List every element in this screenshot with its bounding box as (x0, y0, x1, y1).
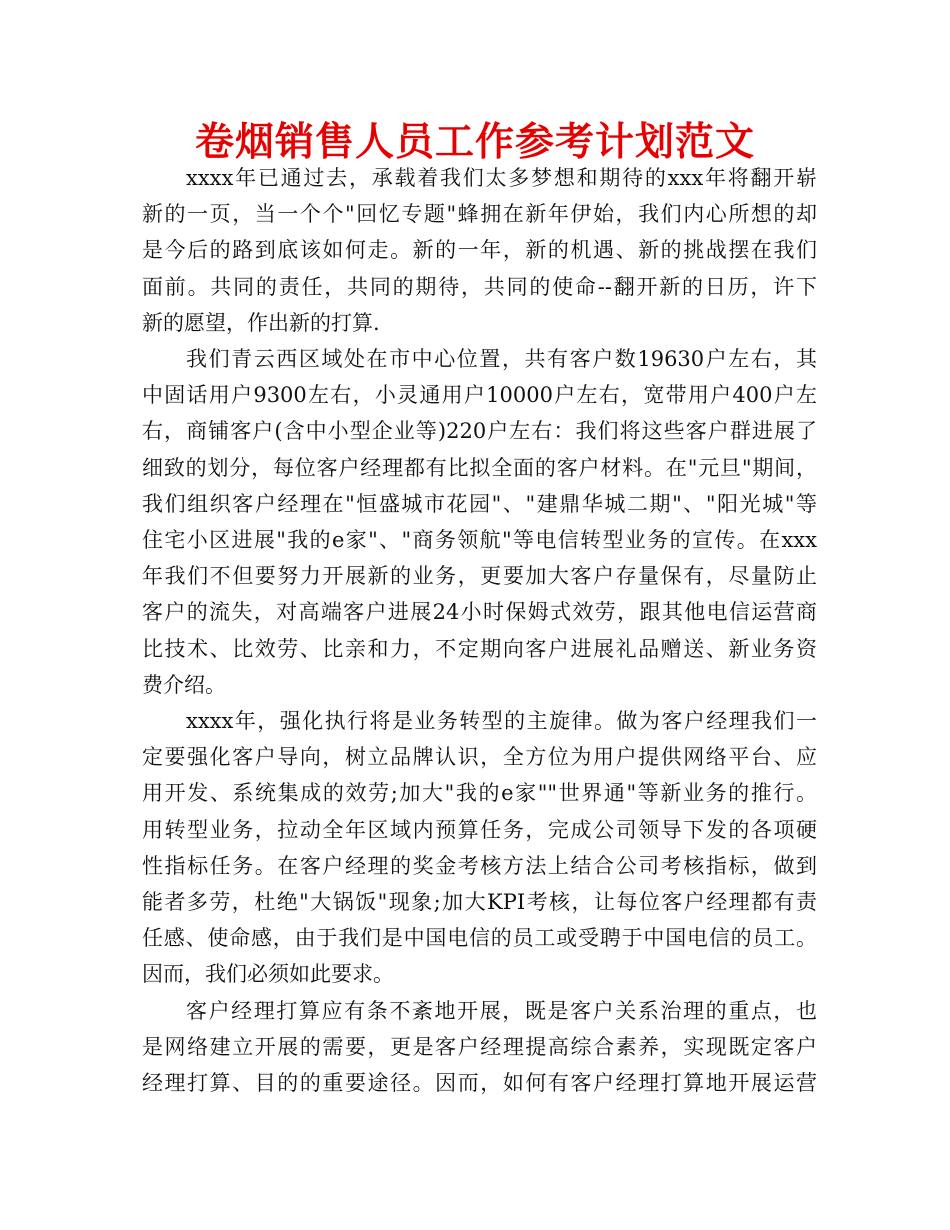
body-line: 客户的流失，对高端客户进展24小时保姆式效劳，跟其他电信运营商 (142, 600, 817, 625)
body-line: 因而，我们必须如此要求。 (142, 962, 394, 987)
body-line: 新的愿望，作出新的打算. (142, 310, 380, 335)
body-line: 住宅小区进展"我的e家"、"商务领航"等电信转型业务的宣传。在xxx (142, 528, 817, 553)
body-line: 我们青云西区域处在市中心位置，共有客户数19630户左右，其 (186, 347, 817, 372)
body-line: 面前。共同的责任，共同的期待，共同的使命--翻开新的日历，许下 (142, 274, 817, 299)
document-body (142, 160, 817, 1101)
body-line: 任感、使命感，由于我们是中国电信的员工或受聘于中国电信的员工。 (142, 926, 817, 951)
body-line: 用开发、系统集成的效劳;加大"我的e家""世界通"等新业务的推行。 (142, 781, 817, 806)
body-line: 定要强化客户导向，树立品牌认识，全方位为用户提供网络平台、应 (142, 745, 817, 770)
body-line: 我们组织客户经理在"恒盛城市花园"、"建鼎华城二期"、"阳光城"等 (142, 491, 817, 516)
body-line: 年我们不但要努力开展新的业务，更要加大客户存量保有，尽量防止 (142, 564, 817, 589)
body-line: 是今后的路到底该如何走。新的一年，新的机遇、新的挑战摆在我们 (142, 238, 817, 263)
body-line: xxxx年已通过去，承载着我们太多梦想和期待的xxx年将翻开崭 (186, 166, 817, 190)
body-line: 费介绍。 (142, 672, 226, 697)
body-line: 能者多劳，杜绝"大锅饭"现象;加大KPI考核，让每位客户经理都有责 (142, 890, 817, 915)
body-line: 是网络建立开展的需要，更是客户经理提高综合素养，实现既定客户 (142, 1034, 817, 1059)
body-line: 经理打算、目的的重要途径。因而，如何有客户经理打算地开展运营 (142, 1071, 817, 1096)
body-line: 右，商铺客户(含中小型企业等)220户左右：我们将这些客户群进展了 (142, 419, 817, 444)
document-title: 卷烟销售人员工作参考计划范文 (194, 120, 755, 165)
body-line: 客户经理打算应有条不紊地开展，既是客户关系治理的重点，也 (186, 998, 817, 1023)
body-line: 新的一页，当一个个"回忆专题"蜂拥在新年伊始，我们内心所想的却 (142, 202, 817, 227)
body-line: 性指标任务。在客户经理的奖金考核方法上结合公司考核指标，做到 (142, 853, 817, 878)
body-line: xxxx年，强化执行将是业务转型的主旋律。做为客户经理我们一 (186, 709, 817, 734)
body-line: 中固话用户9300左右，小灵通用户10000户左右，宽带用户400户左 (142, 383, 817, 408)
body-line: 细致的划分，每位客户经理都有比拟全面的客户材料。在"元旦"期间， (142, 455, 817, 480)
body-line: 用转型业务，拉动全年区域内预算任务，完成公司领导下发的各项硬 (142, 817, 817, 842)
body-line: 比技术、比效劳、比亲和力，不定期向客户进展礼品赠送、新业务资 (142, 636, 817, 661)
